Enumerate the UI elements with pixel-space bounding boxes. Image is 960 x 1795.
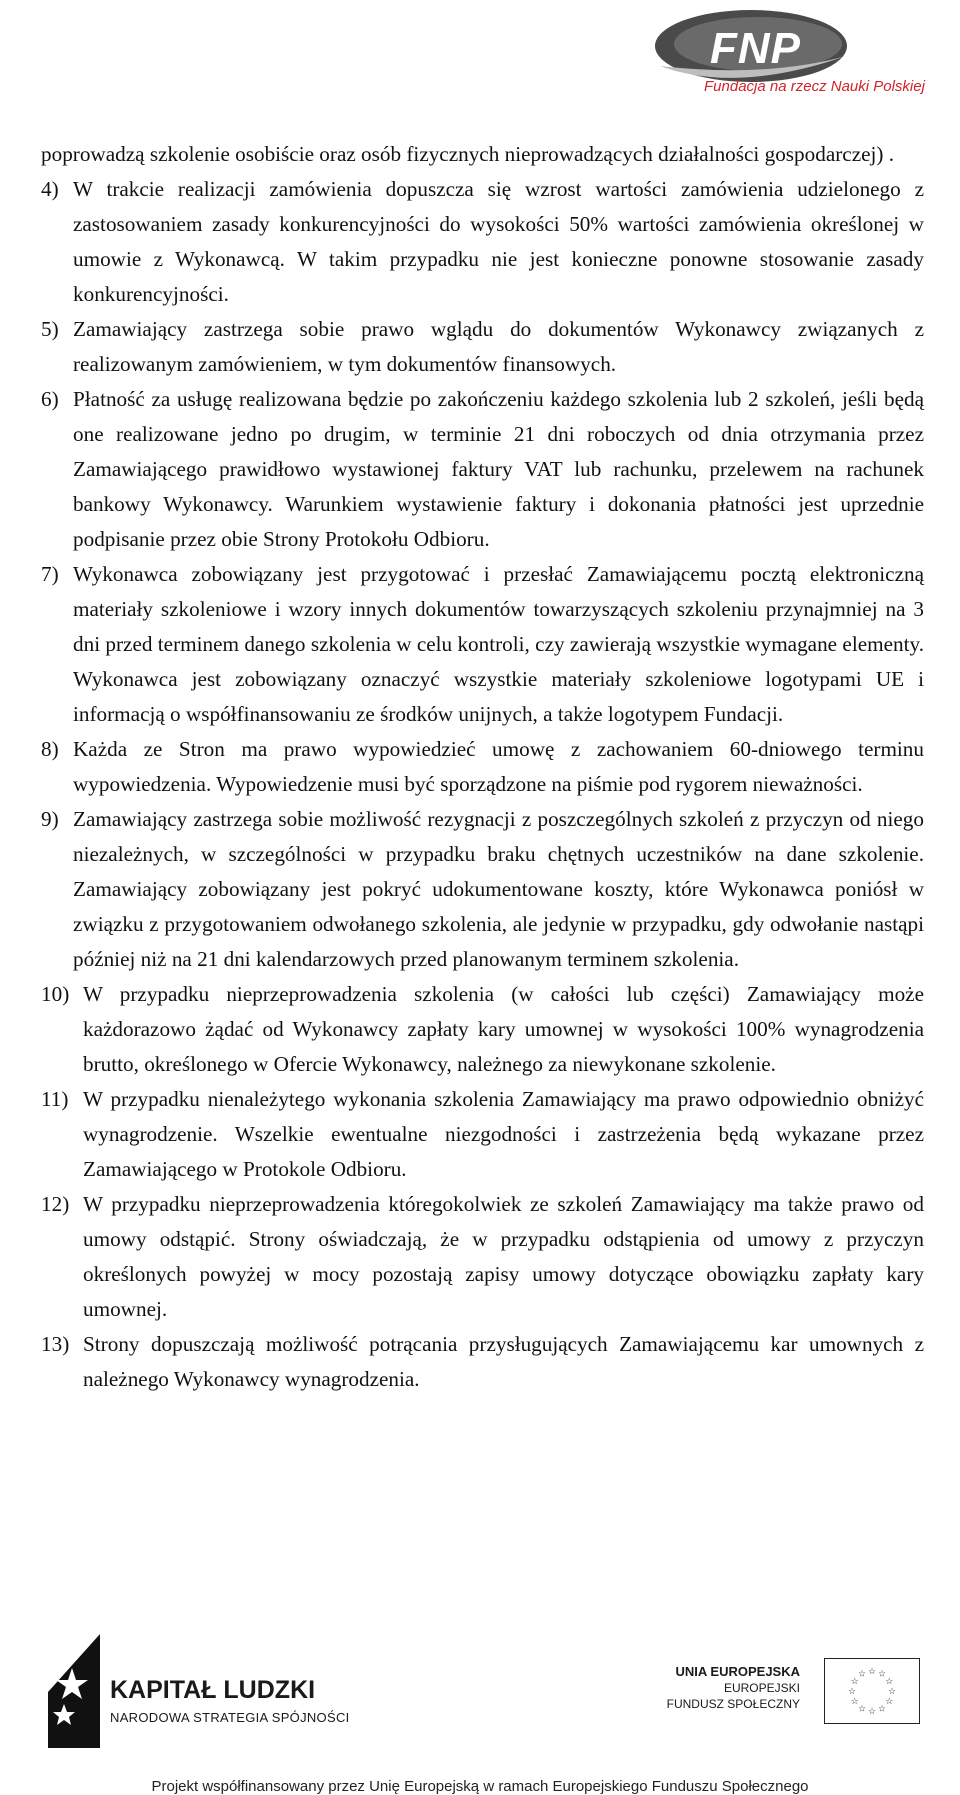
list-item: [41, 977, 924, 1082]
fnp-logo: [646, 8, 960, 108]
list-item-number: 9): [41, 807, 59, 831]
list-item: [41, 382, 924, 557]
list-item-number: 13): [41, 1332, 70, 1356]
eu-line-1: UNIA EUROPEJSKA: [675, 1664, 800, 1679]
logo-tagline: Fundacja na rzecz Nauki Polskiej: [704, 78, 925, 95]
eu-star-icon: ☆: [867, 1706, 877, 1716]
list-item-text: W przypadku nieprzeprowadzenia szkolenia (w całości lub części) Zamawiający może każdorazowo żądać od Wykonawcy zapłaty kary umownej w wysokości 100% wynagrodzenia brutto, określonego w Ofercie Wykonawcy, należnego za niewykonane szkolenie.: [83, 982, 924, 1076]
eu-star-icon: ☆: [885, 1676, 894, 1686]
eu-line-2: EUROPEJSKI: [723, 1681, 800, 1695]
list-item: [41, 172, 924, 312]
list-item: [41, 312, 924, 382]
list-item-number: 8): [41, 737, 59, 761]
list-item: [41, 1187, 924, 1327]
eu-star-icon: ☆: [877, 1703, 887, 1714]
list-item-text: Strony dopuszczają możliwość potrącania przysługujących Zamawiającemu kar umownych z należnego Wykonawcy wynagrodzenia.: [83, 1332, 924, 1391]
kapital-ludzki-subtitle: NARODOWA STRATEGIA SPÓJNOŚCI: [110, 1710, 350, 1725]
document-body: [41, 137, 924, 1397]
list-item: [41, 802, 924, 977]
cofinance-note: Projekt współfinansowany przez Unię Europejską w ramach Europejskiego Funduszu Społecznego: [151, 1778, 809, 1795]
eu-star-icon: ☆: [847, 1686, 857, 1696]
list-item-text: W przypadku nieprzeprowadzenia któregokolwiek ze szkoleń Zamawiający ma także prawo od umowy odstąpić. Strony oświadczają, że w przypadku odstąpienia od umowy z przyczyn określonych powyżej w mocy pozostają zapisy umowy dotyczące obowiązku zapłaty kary umownej.: [83, 1192, 924, 1321]
list-item-number: 5): [41, 317, 59, 341]
eu-star-icon: ☆: [877, 1668, 887, 1679]
list-item-text: Zamawiający zastrzega sobie prawo wglądu do dokumentów Wykonawcy związanych z realizowanym zamówieniem, w tym dokumentów finansowych.: [73, 317, 924, 376]
eu-flag-icon: [824, 1658, 920, 1724]
eu-star-icon: ☆: [857, 1703, 867, 1714]
list-item-text: Zamawiający zastrzega sobie możliwość rezygnacji z poszczególnych szkoleń z przyczyn od niego niezależnych, w szczególności w przypadku braku chętnych uczestników na dane szkolenie. Zamawiający zobowiązany jest pokryć udokumentowane koszty, które Wykonawca poniósł w związku z przygotowaniem odwołanego szkolenia, ale jedynie w przypadku, gdy odwołanie nastąpi później niż na 21 dni kalendarzowych przed planowanym terminem szkolenia.: [73, 807, 924, 971]
eu-star-icon: ☆: [885, 1696, 894, 1706]
list-item-number: 10): [41, 982, 70, 1006]
eu-star-icon: ☆: [850, 1696, 859, 1706]
eu-logo-text: [667, 1664, 800, 1712]
eu-logo: [650, 1640, 940, 1750]
list-item-text: Wykonawca zobowiązany jest przygotować i przesłać Zamawiającemu pocztą elektroniczną materiały szkoleniowe i wzory innych dokumentów towarzyszących szkoleniu przynajmniej na 3 dni przed terminem danego szkolenia w celu kontroli, czy zawierają wszystkie wymagane elementy. Wykonawca jest zobowiązany oznaczyć wszystkie materiały szkoleniowe logotypami UE i informacją o współfinansowaniu ze środków unijnych, a także logotypem Fundacji.: [73, 562, 924, 726]
list-item-number: 11): [41, 1087, 69, 1111]
list-item-text: W trakcie realizacji zamówienia dopuszcza się wzrost wartości zamówienia udzielonego z zastosowaniem zasady konkurencyjności do wysokości 50% wartości zamówienia określonej w umowie z Wykonawcą. W takim przypadku nie jest konieczne ponowne stosowanie zasady konkurencyjności.: [73, 177, 924, 306]
kapital-ludzki-title: KAPITAŁ LUDZKI: [110, 1676, 316, 1704]
eu-star-icon: ☆: [850, 1676, 859, 1686]
eu-line-3: FUNDUSZ SPOŁECZNY: [666, 1697, 800, 1711]
eu-star-icon: ☆: [857, 1668, 867, 1679]
footer: [0, 1630, 960, 1794]
eu-star-icon: ☆: [867, 1666, 877, 1676]
list-item: [41, 732, 924, 802]
list-item-text: Każda ze Stron ma prawo wypowiedzieć umowę z zachowaniem 60-dniowego terminu wypowiedzenia. Wypowiedzenie musi być sporządzone na piśmie pod rygorem nieważności.: [73, 737, 924, 796]
list-item-number: 4): [41, 177, 59, 201]
list-item: [41, 1082, 924, 1187]
list-item-number: 7): [41, 562, 59, 586]
kapital-ludzki-logo: [42, 1632, 362, 1750]
list-item-text: W przypadku nienależytego wykonania szkolenia Zamawiający ma prawo odpowiednio obniżyć wynagrodzenie. Wszelkie ewentualne niezgodności i zastrzeżenia będą wykazane przez Zamawiającego w Protokole Odbioru.: [83, 1087, 924, 1181]
list-item: [41, 1327, 924, 1397]
lead-paragraph: poprowadzą szkolenie osobiście oraz osób fizycznych nieprowadzących działalności gospodarczej) .: [41, 142, 895, 166]
list-item: [41, 557, 924, 732]
eu-star-icon: ☆: [887, 1686, 897, 1696]
logo-mark: FNP: [710, 24, 801, 73]
list-item-number: 12): [41, 1192, 70, 1216]
list-item-text: Płatność za usługę realizowana będzie po zakończeniu każdego szkolenia lub 2 szkoleń, jeśli będą one realizowane jedno po drugim, w terminie 21 dni roboczych od dnia otrzymania przez Zamawiającego prawidłowo wystawionej faktury VAT lub rachunku, przelewem na rachunek bankowy Wykonawcy. Warunkiem wystawienie faktury i dokonania płatności jest uprzednie podpisanie przez obie Strony Protokołu Odbioru.: [73, 387, 924, 551]
star-flag-icon: [42, 1632, 106, 1750]
list-item-number: 6): [41, 387, 59, 411]
